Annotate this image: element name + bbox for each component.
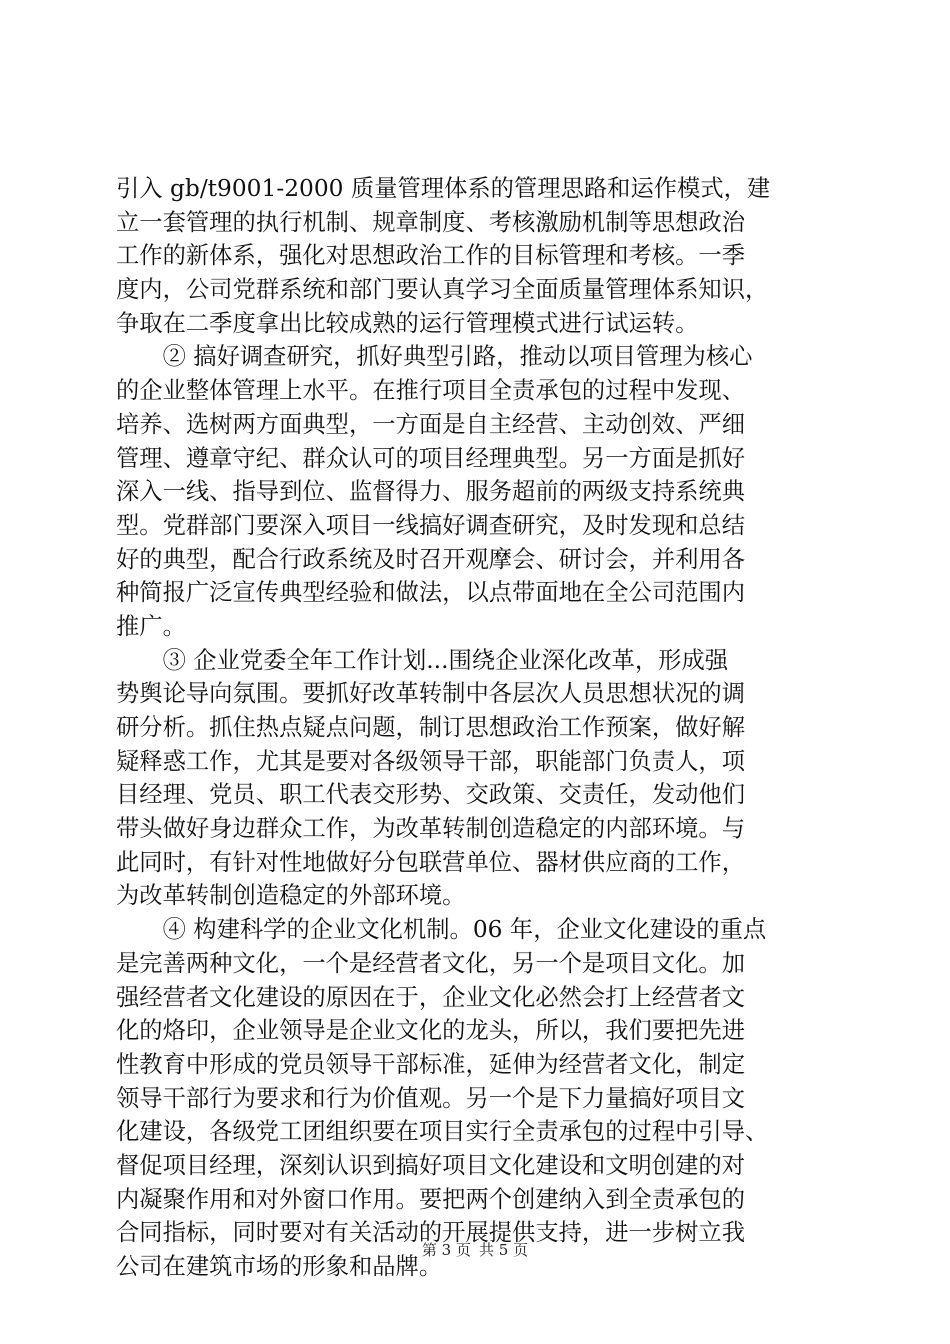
text-line: ② 搞好调查研究，抓好典型引路，推动以项目管理为核心 [116, 343, 753, 371]
text-line: 强经营者文化建设的原因在于，企业文化必然会打上经营者文 [116, 983, 746, 1011]
text-line: ④ 构建科学的企业文化机制。06 年，企业文化建设的重点 [116, 916, 767, 944]
page-total: 共 5 页 [479, 1241, 529, 1259]
text-line: 化的烙印，企业领导是企业文化的龙头，所以，我们要把先进 [116, 1017, 746, 1045]
text-line: 争取在二季度拿出比较成熟的运行管理模式进行试运转。 [116, 309, 699, 337]
text-line: 推广。 [116, 612, 186, 640]
text-line: 内凝聚作用和对外窗口作用。要把两个创建纳入到全责承包的 [116, 1185, 746, 1213]
text-line: 此同时，有针对性地做好分包联营单位、器材供应商的工作， [116, 848, 746, 876]
text-line: 培养、选树两方面典型，一方面是自主经营、主动创效、严细 [116, 410, 746, 438]
text-line: 是完善两种文化，一个是经营者文化，另一个是项目文化。加 [116, 949, 746, 977]
text-line: 度内，公司党群系统和部门要认真学习全面质量管理体系知识， [116, 276, 769, 304]
text-line: 的企业整体管理上水平。在推行项目全责承包的过程中发现、 [116, 377, 746, 405]
text-line: 工作的新体系，强化对思想政治工作的目标管理和考核。一季 [116, 242, 746, 270]
text-line: 领导干部行为要求和行为价值观。另一个是下力量搞好项目文 [116, 1084, 746, 1112]
text-line: 带头做好身边群众工作，为改革转制创造稳定的内部环境。与 [116, 815, 746, 843]
text-line: 合同指标，同时要对有关活动的开展提供支持，进一步树立我 [116, 1219, 746, 1247]
text-line: 势舆论导向氛围。要抓好改革转制中各层次人员思想状况的调 [116, 680, 746, 708]
text-line: 引入 gb/t9001-2000 质量管理体系的管理思路和运作模式，建 [116, 175, 771, 202]
text-line: 种简报广泛宣传典型经验和做法，以点带面地在全公司范围内 [116, 579, 746, 607]
text-line: 化建设，各级党工团组织要在项目实行全责承包的过程中引导、 [116, 1118, 769, 1146]
page-footer [0, 1240, 950, 1260]
text-line: 深入一线、指导到位、监督得力、服务超前的两级支持系统典 [116, 478, 746, 506]
text-line: 为改革转制创造稳定的外部环境。 [116, 882, 466, 910]
text-line: 目经理、党员、职工代表交形势、交政策、交责任，发动他们 [116, 781, 746, 809]
text-line: 研分析。抓住热点疑点问题，制订思想政治工作预案，做好解 [116, 714, 746, 741]
text-line: 性教育中形成的党员领导干部标准，延伸为经营者文化，制定 [116, 1050, 746, 1078]
text-line: ③ 企业党委全年工作计划...围绕企业深化改革，形成强 [116, 646, 729, 674]
text-line: 好的典型，配合行政系统及时召开观摩会、研讨会，并利用各 [116, 545, 746, 573]
text-line: 管理、遵章守纪、群众认可的项目经理典型。另一方面是抓好 [116, 444, 746, 472]
page-number: 第 3 页 [421, 1241, 471, 1259]
text-line: 督促项目经理，深刻认识到搞好项目文化建设和文明创建的对 [116, 1151, 746, 1179]
text-line: 立一套管理的执行机制、规章制度、考核激励机制等思想政治 [116, 208, 746, 236]
text-line: 型。党群部门要深入项目一线搞好调查研究，及时发现和总结 [116, 511, 746, 539]
document-body [116, 172, 854, 1284]
text-line: 公司在建筑市场的形象和品牌。 [116, 1253, 443, 1280]
text-line: 疑释惑工作，尤其是要对各级领导干部，职能部门负责人，项 [116, 747, 746, 775]
